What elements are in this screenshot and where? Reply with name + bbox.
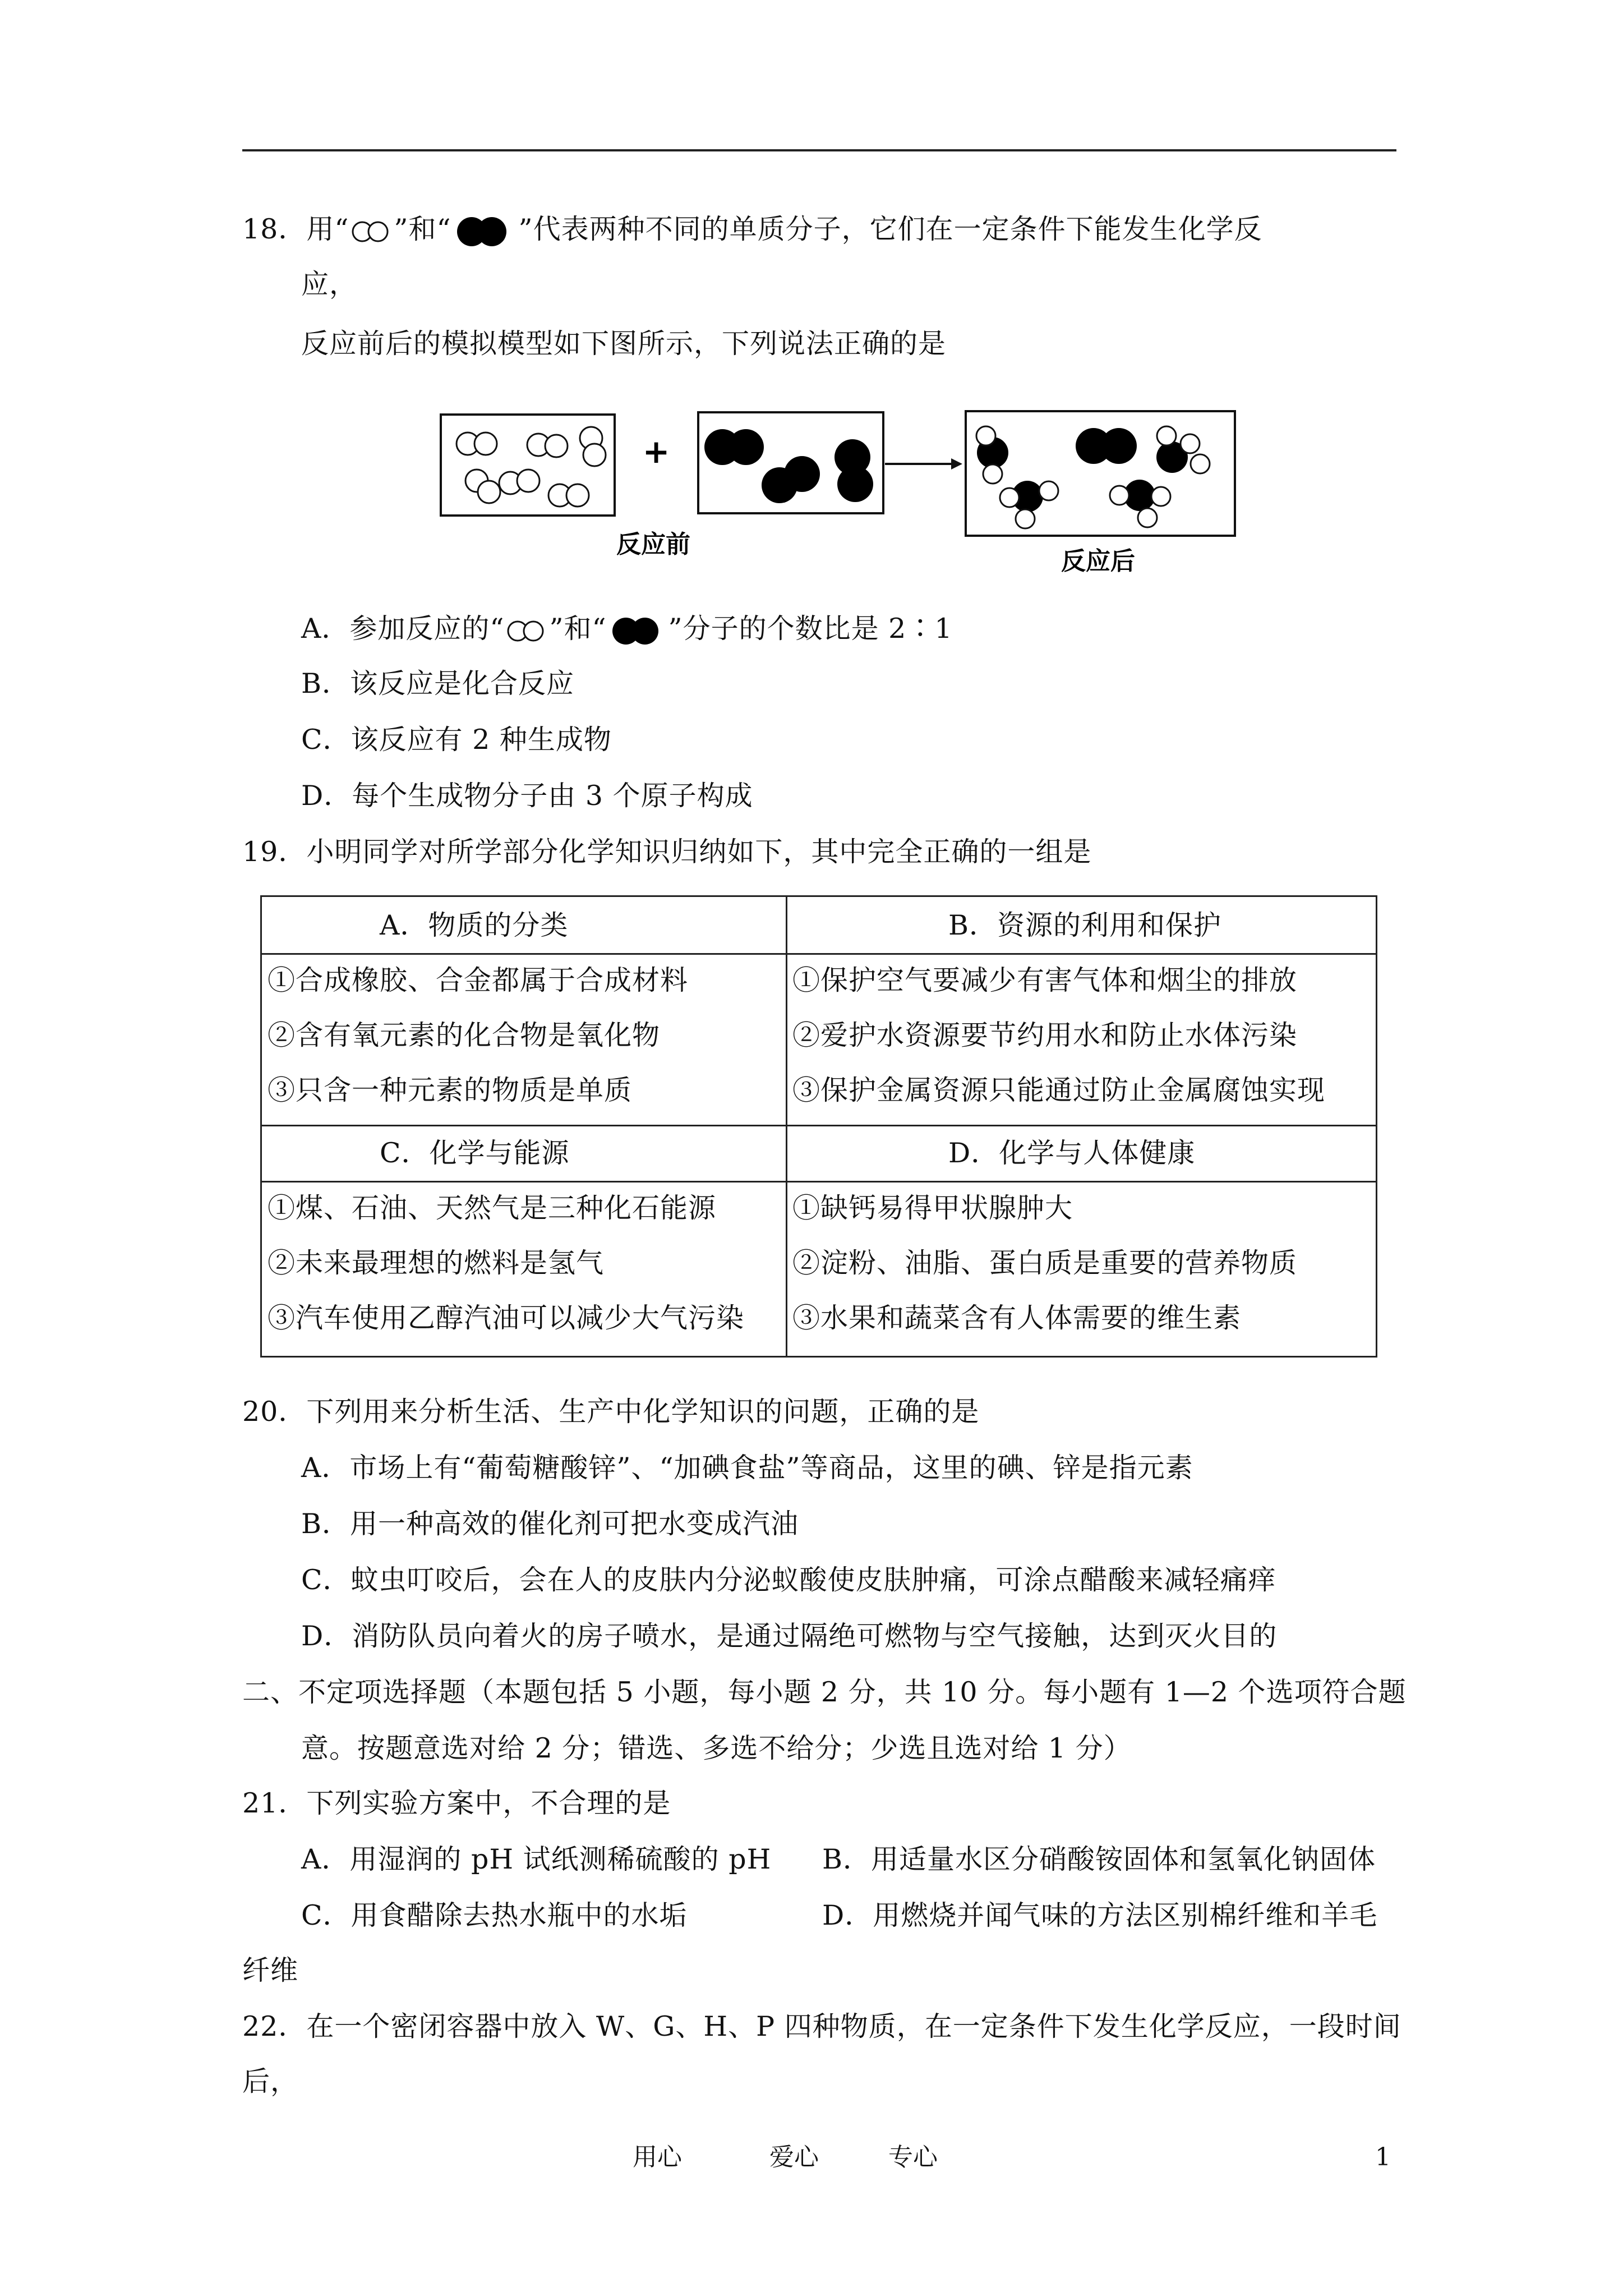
label-before: 反应前: [616, 530, 690, 559]
before-box-black: [698, 412, 883, 513]
reaction-model-figure: [432, 401, 1245, 586]
q18-option-c: C．该反应有 2 种生成物: [301, 724, 612, 756]
table-cell-a3: ③只含一种元素的物质是单质: [268, 1074, 633, 1106]
q21-option-d: D．用燃烧并闻气味的方法区别棉纤维和羊毛: [822, 1899, 1378, 1931]
footer-motto-1: 用心: [633, 2143, 682, 2171]
knowledge-table: [260, 895, 1377, 1358]
table-header-c: C．化学与能源: [380, 1137, 570, 1169]
table-cell-d2: ②淀粉、油脂、蛋白质是重要的营养物质: [792, 1247, 1298, 1279]
q20-stem: 20．下列用来分析生活、生产中化学知识的问题，正确的是: [242, 1396, 980, 1428]
q20-option-d: D．消防队员向着火的房子喷水，是通过隔绝可燃物与空气接触，达到灭火目的: [301, 1620, 1278, 1652]
table-cell-d1: ①缺钙易得甲状腺肿大: [792, 1192, 1073, 1224]
label-after: 反应后: [1061, 547, 1135, 576]
section2-heading: 二、不定项选择题（本题包括 5 小题，每小题 2 分，共 10 分。每小题有 1—2 个选项符合题: [242, 1676, 1407, 1708]
q18-stem-wrap: 应，: [301, 268, 358, 300]
black-molecule-icon: [607, 615, 668, 647]
q22-stem: 22．在一个密闭容器中放入 W、G、H、P 四种物质，在一定条件下发生化学反应，一段时间: [242, 2010, 1401, 2042]
black-molecule-icon: [451, 215, 519, 249]
white-molecule-icon: [504, 617, 549, 645]
white-molecule-icon: [349, 218, 394, 246]
table-cell-b3: ③保护金属资源只能通过防止金属腐蚀实现: [792, 1074, 1326, 1106]
table-cell-c2: ②未来最理想的燃料是氢气: [268, 1247, 605, 1279]
q18-stem: 18．用“ ”和“ ”代表两种不同的单质分子，它们在一定条件下能发生化学反: [242, 212, 1262, 249]
table-cell-c1: ①煤、石油、天然气是三种化石能源: [268, 1192, 717, 1224]
table-cell-d3: ③水果和蔬菜含有人体需要的维生素: [792, 1302, 1242, 1334]
q21-stem: 21．下列实验方案中，不合理的是: [242, 1787, 671, 1819]
q21-option-b: B．用适量水区分硝酸铵固体和氢氧化钠固体: [822, 1843, 1376, 1875]
q21-option-a: A．用湿润的 pH 试纸测稀硫酸的 pH: [301, 1843, 772, 1875]
header-rule: [242, 149, 1396, 151]
footer-motto-3: 专心: [888, 2143, 938, 2171]
table-header-b: B．资源的利用和保护: [948, 909, 1222, 941]
table-cell-a2: ②含有氧元素的化合物是氧化物: [268, 1019, 661, 1051]
q20-option-c: C．蚊虫叮咬后，会在人的皮肤内分泌蚁酸使皮肤肿痛，可涂点醋酸来减轻痛痒: [301, 1564, 1276, 1596]
q18-option-a: A．参加反应的“ ”和“ ”分子的个数比是 2∶1: [301, 611, 953, 647]
q20-option-b: B．用一种高效的催化剂可把水变成汽油: [301, 1508, 799, 1540]
footer-motto-2: 爱心: [769, 2143, 819, 2171]
q21-option-c: C．用食醋除去热水瓶中的水垢: [301, 1899, 688, 1931]
table-header-a: A．物质的分类: [380, 909, 569, 941]
q18-line2: 反应前后的模拟模型如下图所示，下列说法正确的是: [301, 328, 947, 360]
page-number: 1: [1375, 2143, 1391, 2171]
section2-heading-wrap: 意。按题意选对给 2 分；错选、多选不给分；少选且选对给 1 分）: [301, 1732, 1132, 1764]
table-cell-b1: ①保护空气要减少有害气体和烟尘的排放: [792, 964, 1298, 996]
table-cell-b2: ②爱护水资源要节约用水和防止水体污染: [792, 1019, 1298, 1051]
after-box: [966, 411, 1235, 536]
q18-option-d: D．每个生成物分子由 3 个原子构成: [301, 780, 753, 812]
q18-option-b: B．该反应是化合反应: [301, 668, 575, 700]
q22-stem-wrap: 后，: [242, 2065, 299, 2097]
table-header-d: D．化学与人体健康: [948, 1137, 1196, 1169]
q21-option-d-wrap: 纤维: [242, 1954, 299, 1986]
table-cell-a1: ①合成橡胶、合金都属于合成材料: [268, 964, 689, 996]
before-box-white: [441, 415, 615, 516]
table-cell-c3: ③汽车使用乙醇汽油可以减少大气污染: [268, 1302, 745, 1334]
plus-sign: +: [642, 432, 670, 471]
q20-option-a: A．市场上有“葡萄糖酸锌”、“加碘食盐”等商品，这里的碘、锌是指元素: [301, 1452, 1193, 1484]
q19-stem: 19．小明同学对所学部分化学知识归纳如下，其中完全正确的一组是: [242, 836, 1092, 868]
